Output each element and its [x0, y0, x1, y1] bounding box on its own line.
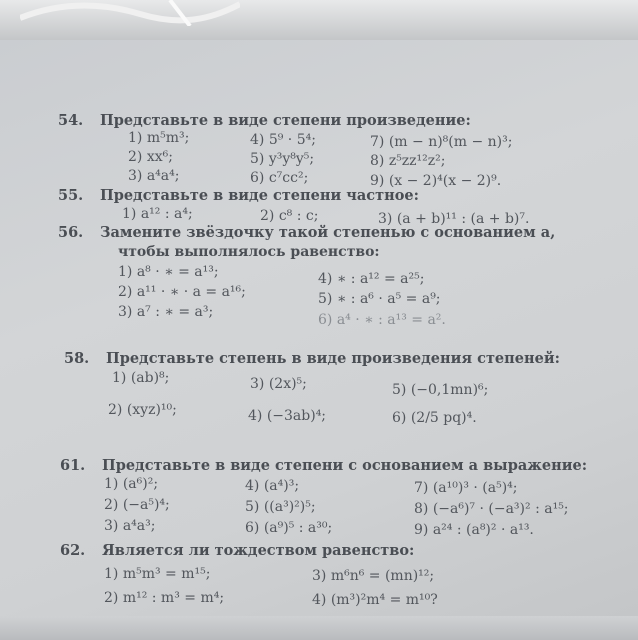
problem-61-item: 1) (a⁶)²;	[104, 476, 159, 492]
problem-58-item: 2) (xyz)¹⁰;	[108, 402, 177, 418]
problem-56-item: 1) a⁸ · ∗ = a¹³;	[118, 264, 219, 280]
problem-54-heading	[58, 112, 471, 129]
problem-55-number: 55.	[58, 187, 84, 204]
problem-61-item: 6) (a⁹)⁵ : a³⁰;	[245, 520, 333, 536]
problem-58-number: 58.	[64, 350, 90, 367]
problem-58-item: 6) (2/5 pq)⁴.	[392, 410, 477, 426]
problem-54-item: 2) xx⁶;	[128, 149, 173, 165]
problem-58-title: Представьте степень в виде произведения степеней:	[106, 350, 560, 367]
problem-54-item: 4) 5⁹ · 5⁴;	[250, 132, 316, 148]
problem-56-item: 2) a¹¹ · ∗ · a = a¹⁶;	[118, 284, 246, 300]
problem-54-item: 3) a⁴a⁴;	[128, 168, 180, 184]
problem-54-title: Представьте в виде степени произведение:	[100, 112, 471, 129]
problem-56-item: 5) ∗ : a⁶ · a⁵ = a⁹;	[318, 291, 441, 307]
problem-61-item: 9) a²⁴ : (a⁸)² · a¹³.	[414, 522, 534, 538]
page-bottom-shadow	[0, 616, 638, 640]
problem-62-item: 2) m¹² : m³ = m⁴;	[104, 590, 225, 606]
problem-61-item: 8) (−a⁶)⁷ · (−a³)² : a¹⁵;	[414, 501, 569, 517]
problem-61-item: 7) (a¹⁰)³ · (a⁵)⁴;	[414, 480, 518, 496]
problem-61-title: Представьте в виде степени с основанием a выражение:	[102, 457, 588, 474]
problem-56-title-continued: чтобы выполнялось равенство:	[118, 244, 380, 260]
problem-54-item: 6) c⁷cc²;	[250, 170, 309, 186]
problem-55-title: Представьте в виде степени частное:	[100, 187, 419, 204]
problem-62-item: 4) (m³)²m⁴ = m¹⁰?	[312, 592, 438, 608]
problem-62-heading	[60, 542, 414, 559]
problem-61-number: 61.	[60, 457, 86, 474]
problem-56-heading	[58, 224, 555, 241]
problem-54-item: 7) (m − n)⁸(m − n)³;	[370, 134, 513, 150]
problem-58-item: 5) (−0,1mn)⁶;	[392, 382, 489, 398]
problem-56-item: 4) ∗ : a¹² = a²⁵;	[318, 271, 425, 287]
problem-55-item: 2) c⁸ : c;	[260, 208, 319, 224]
problem-62-number: 62.	[60, 542, 86, 559]
problem-58-item: 4) (−3ab)⁴;	[248, 408, 327, 424]
problem-62-item: 1) m⁵m³ = m¹⁵;	[104, 566, 211, 582]
problem-62-title: Является ли тождеством равенство:	[102, 542, 415, 559]
cable-image	[20, 0, 240, 26]
problem-61-item: 4) (a⁴)³;	[245, 478, 300, 494]
problem-56-item: 3) a⁷ : ∗ = a³;	[118, 304, 214, 320]
problem-54-item: 1) m⁵m³;	[128, 130, 190, 146]
problem-61-item: 3) a⁴a³;	[104, 518, 156, 534]
problem-54-item: 5) y³y⁸y⁵;	[250, 151, 315, 167]
problem-54-number: 54.	[58, 112, 84, 129]
problem-55-item: 1) a¹² : a⁴;	[122, 206, 193, 222]
problem-61-item: 5) ((a³)²)⁵;	[245, 499, 316, 515]
problem-56-item: 6) a⁴ · ∗ : a¹³ = a².	[318, 312, 446, 328]
problem-61-heading	[60, 457, 587, 474]
problem-54-item: 8) z⁵zz¹²z²;	[370, 153, 446, 169]
problem-56-title: Замените звёздочку такой степенью с основанием a,	[100, 224, 556, 241]
problem-55-heading	[58, 187, 419, 204]
problem-58-item: 1) (ab)⁸;	[112, 370, 170, 386]
problem-58-heading	[64, 350, 560, 367]
problem-55-item: 3) (a + b)¹¹ : (a + b)⁷.	[378, 211, 530, 227]
problem-56-number: 56.	[58, 224, 84, 241]
problem-54-item: 9) (x − 2)⁴(x − 2)⁹.	[370, 173, 502, 189]
problem-58-item: 3) (2x)⁵;	[250, 376, 307, 392]
problem-62-item: 3) m⁶n⁶ = (mn)¹²;	[312, 568, 435, 584]
problem-61-item: 2) (−a⁵)⁴;	[104, 497, 170, 513]
